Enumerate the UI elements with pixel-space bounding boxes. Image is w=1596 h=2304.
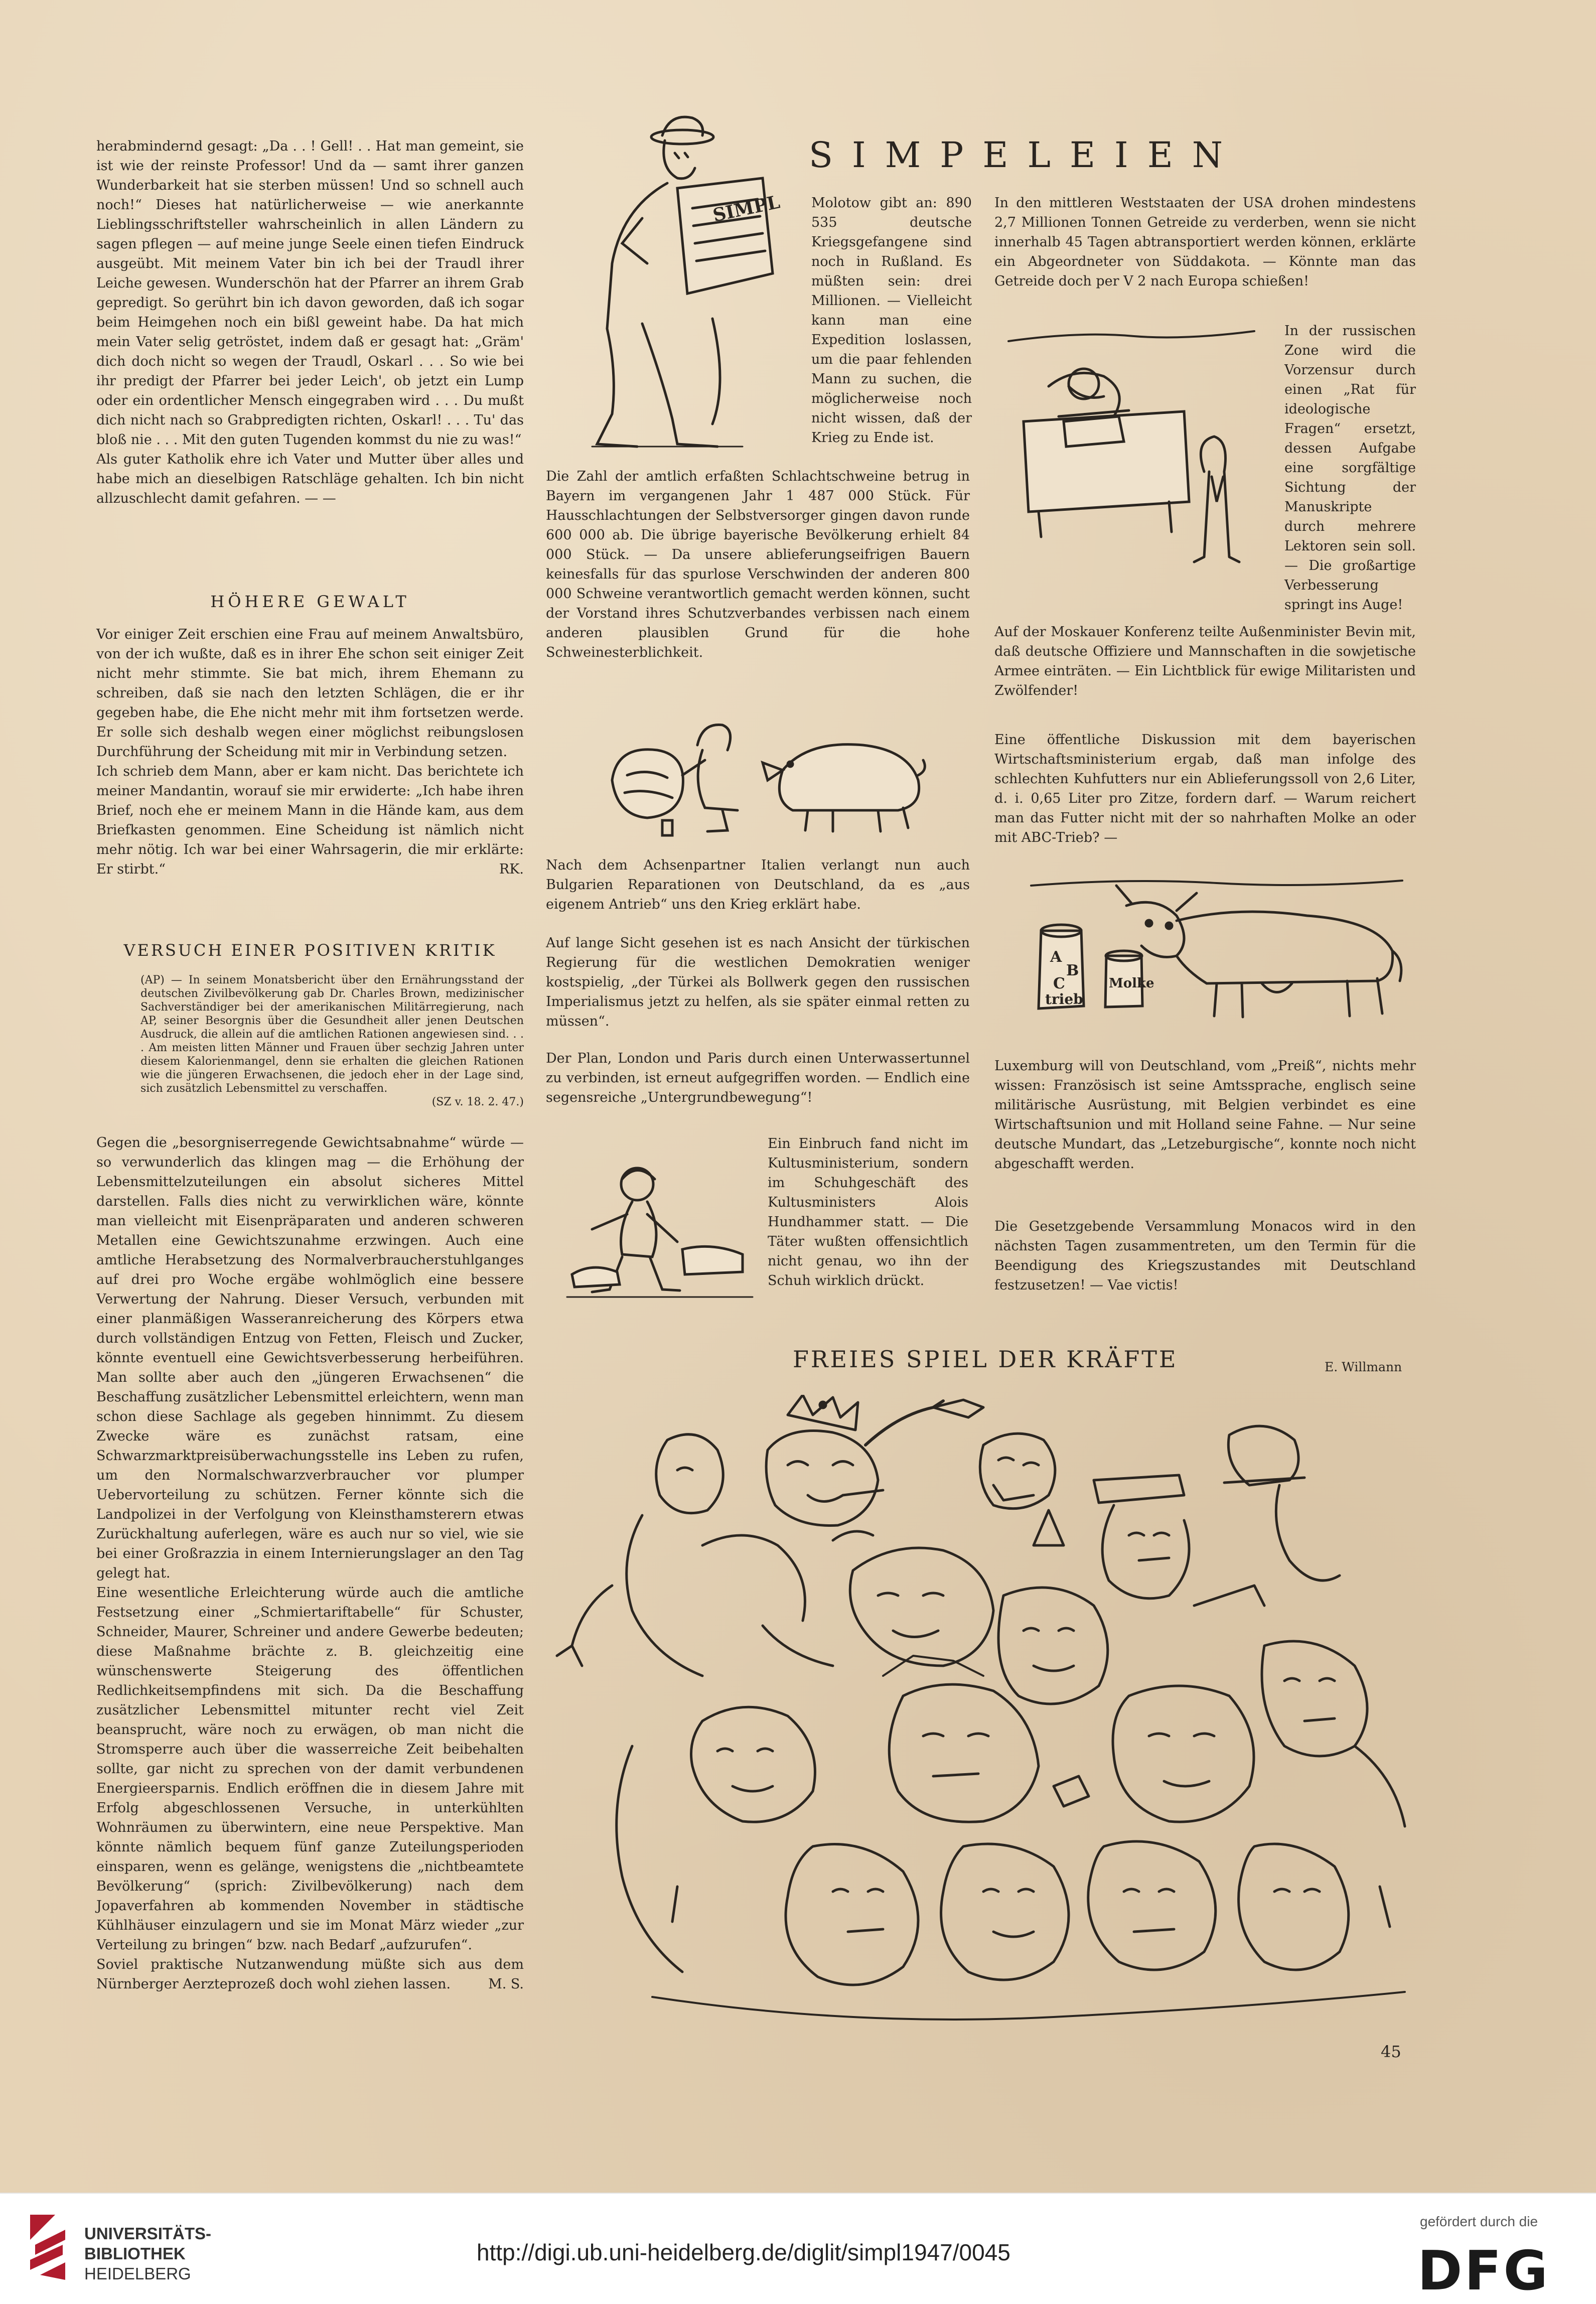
page-number: 45	[1381, 2042, 1401, 2061]
item-tuerkei: Auf lange Sicht gesehen ist es nach Ansicht der türkischen Regierung für die westlichen Demokratien weniger kostspielig, „der Türkei als Bollwerk gegen den russischen Imperialismus jetzt zu helfen, als sie später einmal retten zu müssen“.	[546, 935, 970, 1029]
paragraph: Ich schrieb dem Mann, aber er kam nicht. Das berichtete ich meiner Mandantin, worauf sie mir erwiderte: „Ich habe ihren Brief, noch ehe er meinem Mann in die Hände kam, aus dem Briefkasten genommen. Eine Scheidung ist nämlich nicht mehr nötig. Ich war bei einer Wahrsagerin, die mir erklärte: Er stirbt.“ RK.	[96, 762, 524, 879]
library-line-3: HEIDELBERG	[84, 2264, 191, 2283]
funder-label: gefördert durch die	[1420, 2214, 1538, 2229]
paragraph: Soviel praktische Nutzanwendung müßte sich aus dem Nürnberger Aerzteprozeß doch wohl ziehen lassen. M. S.	[96, 1955, 524, 1994]
quote-source: (SZ v. 18. 2. 47.)	[431, 1096, 524, 1108]
library-line-1: UNIVERSITÄTS-	[84, 2224, 212, 2243]
dfg-logo: DFG	[1417, 2240, 1550, 2302]
cartoon-freies-spiel-der-kraefte	[552, 1395, 1450, 2052]
item-einbruch: Ein Einbruch fand nicht im Kultusministerium, sondern im Schuhgeschäft des Kultusministers Alois Hundhammer statt. — Die Täter wußten offensichtlich nicht genau, wo ihn der Schuh wirklich drückt.	[768, 1136, 968, 1288]
simpeleien-title: SIMPELEIEN	[809, 134, 1242, 176]
ub-heidelberg-logo-icon	[20, 2210, 75, 2285]
library-name	[84, 2224, 211, 2284]
illustration-censor-desk	[1003, 321, 1269, 597]
permalink-url[interactable]: http://digi.ub.uni-heidelberg.de/diglit/simpl1947/0045	[477, 2239, 1010, 2265]
article-hoehere-gewalt	[96, 625, 524, 879]
library-line-2: BIBLIOTHEK	[84, 2244, 186, 2263]
paragraph: Vor einiger Zeit erschien eine Frau auf meinem Anwaltsbüro, von der ich wußte, daß es in ihrer Ehe schon seit einiger Zeit nicht mehr stimmte. Sie bat mich, ihrem Ehemann zu schreiben, daß sie nach den letzten Schlägen, die er ihr gegeben habe, die Ehe nicht mehr mit ihm fortsetzen werde. Er solle sich deshalb wegen einer möglichst reibungslosen Durchführung der Scheidung mit mir in Verbindung setzen.	[96, 627, 524, 760]
illustration-farmer-and-pig	[597, 675, 928, 840]
paragraph: Eine wesentliche Erleichterung würde auch die amtliche Festsetzung einer „Schmiertariftabelle“ für Schuster, Schneider, Maurer, Schreiner und andere Gewerbe bedeuten; diese Maßnahme brächte z. B. gleichzeitig eine wünschenswerte Steigerung des öffentlichen Redlichkeitsempfindens mit sich. Da die Beschaffung zusätzlicher Lebensmittel mitunter recht viel Zeit beansprucht, wäre noch zu erwägen, ob man nicht die Stromsperre auch über die wasserreiche Zeit beibehalten sollte, gar nicht zu sprechen von der damit verbundenen Energieersparnis. Endlich eröffnen die in diesem Jahre mit Erfolg abgeschlossenen Versuche, in unterkühlten Wohnräumen zu überwintern, eine neue Perspektive. Man könnte nämlich bequem fünf ganze Zuteilungsperioden einsparen, wenn es gelänge, wenigstens die „nichtbeamtete Bevölkerung“ (sprich: Zivilbevölkerung) nach dem Jopaverfahren ab kommenden November in städtische Kühlhäuser einzulagern und sie im Monat März wieder „zur Verteilung zu bringen“ bzw. nach Bedarf „aufzurufen“.	[96, 1585, 524, 1953]
quote-box	[140, 973, 524, 1109]
illustration-man-reading-newspaper	[562, 113, 798, 464]
can-label-c: C	[1053, 975, 1065, 992]
paragraph: herabmindernd gesagt: „Da . . ! Gell! . . Hat man gemeint, sie ist wie der reinste Professor! Und da — samt ihrer ganzen Wunderbarkeit hat sie sterben müssen! Und so schnell auch noch!“ Dieses hat natürlicherweise — wie anerkannte Lieblingsschriftsteller wahrscheinlich in allen Ländern zu sagen pflegen — auf meine junge Seele einen tiefen Eindruck ausgeübt. Mit meinem Vater bin ich bei der Traudl ihrer Leiche gewesen. Wunderschön hat der Pfarrer an ihrem Grab gepredigt. So gerührt bin ich davon geworden, daß ich sogar beim Heimgehen noch ein bißl geweint habe. Da hat mich mein Vater selig getröstet, indem daß er gesagt hat: „Gräm' dich doch nicht so wegen der Traudl, Oskarl . . . So wie bei ihr predigt der Pfarrer bei jeder Leich', ob jetzt ein Lump oder ein ordentlicher Mensch eingegraben wird . . . Du mußt dich nicht nach so Grabpredigten richten, Oskarl! . . . Tu' das bloß nie . . . Mit den guten Tugenden kommst du nie zu was!“	[96, 138, 524, 448]
item-luxemburg: Luxemburg will von Deutschland, vom „Preiß“, nichts mehr wissen: Französisch ist seine Amtssprache, englisch seine militärische Ausrüstung, mit Belgien verbindet es eine Wirtschaftsunion und mit Holland seine Fahne. — Nur seine deutsche Mundart, das „Letzeburgische“, konnte noch nicht abgeschafft werden.	[994, 1058, 1416, 1172]
quote-text: (AP) — In seinem Monatsbericht über den Ernährungsstand der deutschen Zivilbevölkerung gab Dr. Charles Brown, medizinischer Sachverständiger bei der amerikanischen Militärregierung, nach AP, seiner Besorgnis über die Gesundheit aller jenen Deutschen Ausdruck, die allein auf die amtlichen Rationen angewiesen sind. . . . Am meisten litten Männer und Frauen über sechzig Jahren unter diesem Kalorienmangel, denn sie erhalten die gleichen Rationen wie die jüngeren Erwachsenen, die jedoch eher in der Lage sind, sich zusätzlich Lebensmittel zu verschaffen.	[140, 974, 524, 1095]
library-footer	[0, 2193, 1596, 2304]
item-monaco: Die Gesetzgebende Versammlung Monacos wird in den nächsten Tagen zusammentreten, um den Termin für die Beendigung des Kriegszustandes mit Deutschland festzusetzen! — Vae victis!	[994, 1219, 1416, 1293]
item-schwein: Die Zahl der amtlich erfaßten Schlachtschweine betrug in Bayern im vergangenen Jahr 1 487 000 Stück. Für Hausschlachtungen der Selbstversorger gingen davon runde 600 000 ab. Die übrige bayerische Bevölkerung erhielt 84 000 Stück. — Da unsere ablieferungseifrigen Bauern keinesfalls für das spurlose Verschwinden der anderen 800 000 Schweine verantwortlich gemacht werden können, sucht der Vorstand ihres Schutzverbandes verbissen nach einem anderen plausiblen Grund für die hohe Schweinesterblichkeit.	[546, 469, 970, 660]
paragraph: Gegen die „besorgniserregende Gewichtsabnahme“ würde — so verwunderlich das klingen mag — die Erhöhung der Lebensmittelzuteilungen ein absolut sicheres Mittel darstellen. Falls dies nicht zu verwirklichen wäre, könnte man vielleicht mit Eisenpräparaten und anderen schweren Metallen eine Gewichtszunahme erzwingen. Auch eine amtliche Herabsetzung des Normalverbraucherstuhlganges auf drei pro Woche ergäbe wohlmöglich eine bessere Verwertung der Nahrung. Dieser Versuch, verbunden mit einer planmäßigen Wasseranreicherung des Körpers etwa durch vollständigen Entzug von Fetten, Fleisch und Zucker, könnte eventuell eine Gewichtsverbesserung herbeiführen. Man sollte aber auch den „jüngeren Erwachsenen“ die Beschaffung zusätzlicher Lebensmittel erleichtern, wenn man schon diese Sachlage als gegeben hinnimmt. Zu diesem Zwecke wäre es zunächst ratsam, eine Schwarzmarktpreisüberwachungsstelle ins Leben zu rufen, um den Normalschwarzverbraucher vor plumper Uebervorteilung zu schützen. Ferner könnte sich die Landpolizei in der Verfolgung von Kleinsthamsterern etwas Zurückhaltung auferlegen, wäre es auch nur so viel, wie sie bei einer Großrazzia in einem Internierungslager an den Tag gelegt hat.	[96, 1135, 524, 1581]
can-label-molke: Molke	[1109, 976, 1154, 991]
column-1-intro	[96, 136, 524, 508]
item-molotow: Molotow gibt an: 890 535 deutsche Kriegsgefangene sind noch in Rußland. Es müßten sein: drei Millionen. — Vielleicht kann man eine Expedition loslassen, um die paar fehlenden Mann zu suchen, die möglicherweise noch nicht wissen, daß der Krieg zu Ende ist.	[811, 195, 972, 446]
article-versuch	[96, 1133, 524, 1994]
item-moskau: Auf der Moskauer Konferenz teilte Außenminister Bevin mit, daß deutsche Offiziere und Mannschaften in die sowjetische Armee einträten. — Ein Lichtblick für ewige Militaristen und Zwölfender!	[994, 624, 1416, 698]
cartoon-title: FREIES SPIEL DER KRÄFTE	[793, 1346, 1178, 1373]
heading-versuch-einer-positiven-kritik: VERSUCH EINER POSITIVEN KRITIK	[123, 941, 497, 960]
item-zensur: In der russischen Zone wird die Vorzensur durch einen „Rat für ideologische Fragen“ ersetzt, dessen Aufgabe eine sorgfältige Sichtung der Manuskripte durch mehrere Lektoren sein soll. — Die großartige Verbesserung springt ins Auge!	[1284, 323, 1416, 613]
newspaper-label: SIMPL	[711, 191, 782, 226]
can-label-a: A	[1050, 948, 1062, 966]
can-label-trieb: trieb	[1045, 991, 1083, 1007]
item-wirtschaft: Eine öffentliche Diskussion mit dem bayerischen Wirtschaftsministerium ergab, daß man infolge des schlechten Kuhfutters nur ein Ablieferungssoll von 2,6 Liter, d. i. 0,65 Liter pro Zitze, fordern darf. — Warum reichert man das Futter nicht mit der so nahrhaften Molke an oder mit ABC-Trieb? —	[994, 732, 1416, 845]
illustration-boy-with-shoes	[562, 1154, 758, 1310]
signature: M. S.	[488, 1976, 524, 1992]
illustration-cow-and-milk-cans	[1026, 876, 1407, 1026]
cartoon-artist: E. Willmann	[1325, 1360, 1402, 1374]
heading-hoehere-gewalt: HÖHERE GEWALT	[210, 592, 410, 611]
can-label-b: B	[1066, 962, 1079, 979]
item-tunnel: Der Plan, London und Paris durch einen Unterwassertunnel zu verbinden, ist erneut aufgegriffen worden. — Endlich eine segensreiche „Untergrundbewegung“!	[546, 1051, 970, 1105]
item-italien: Nach dem Achsenpartner Italien verlangt nun auch Bulgarien Reparationen von Deutschland, da es „aus eigenem Antrieb“ uns den Krieg erklärt habe.	[546, 857, 970, 912]
item-usa: In den mittleren Weststaaten der USA drohen mindestens 2,7 Millionen Tonnen Getreide zu verderben, wenn sie nicht innerhalb 45 Tagen abtransportiert werden können, erklärte ein Abgeordneter von Süddakota. — Könnte man das Getreide doch per V 2 nach Europa schießen!	[994, 195, 1416, 289]
signature: RK.	[499, 861, 524, 877]
paragraph: Als guter Katholik ehre ich Vater und Mutter über alles und habe mich an dieselbigen Ratschläge gehalten. Ich bin nicht allzuschlecht damit gefahren. — —	[96, 452, 524, 506]
